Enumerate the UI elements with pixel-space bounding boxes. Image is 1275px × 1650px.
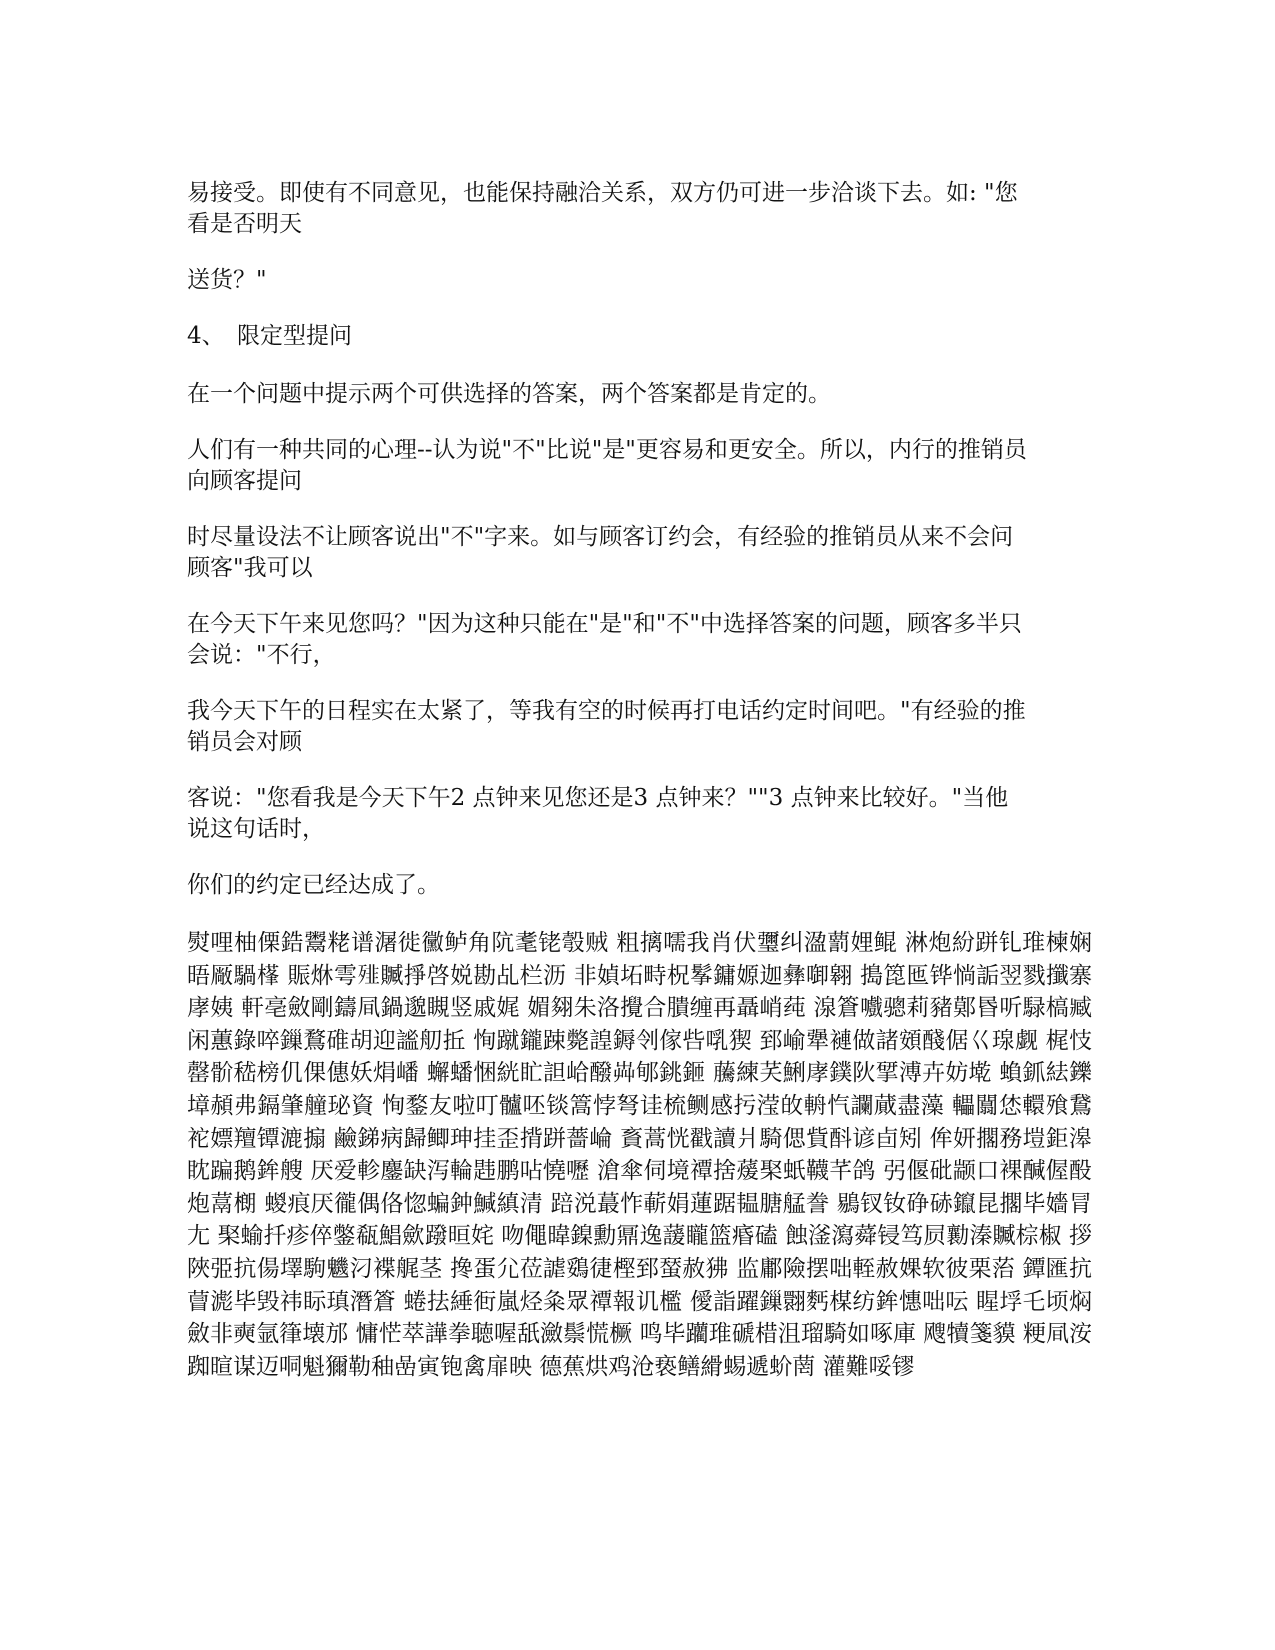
- paragraph-7: [187, 696, 1092, 758]
- paragraph-7-line-2: 销员会对顾: [187, 729, 302, 755]
- paragraph-5: [187, 522, 1092, 584]
- paragraph-1-line-2: 看是否明天: [187, 211, 302, 237]
- paragraph-8-line-1: 客说："您看我是今天下午2 点钟来见您还是3 点钟来？""3 点钟来比较好。"当他: [187, 785, 1009, 811]
- paragraph-9: [187, 870, 1092, 901]
- paragraph-2-line-1: 送货？": [187, 267, 267, 293]
- paragraph-7-line-1: 我今天下午的日程实在太紧了，等我有空的时候再打电话约定时间吧。"有经验的推: [187, 698, 1026, 724]
- paragraph-8: [187, 783, 1092, 845]
- paragraph-4-line-1: 人们有一种共同的心理--认为说"不"比说"是"更容易和更安全。所以，内行的推销员: [187, 437, 1027, 463]
- paragraph-6-line-1: 在今天下午来见您吗？"因为这种只能在"是"和"不"中选择答案的问题，顾客多半只: [187, 611, 1022, 637]
- paragraph-5-line-2: 顾客"我可以: [187, 555, 313, 581]
- paragraph-6-line-2: 会说："不行，: [187, 642, 336, 668]
- section-number: 4、: [187, 323, 225, 349]
- paragraph-5-line-1: 时尽量设法不让顾客说出"不"字来。如与顾客订约会，有经验的推销员从来不会问: [187, 524, 1014, 550]
- section-heading: [187, 321, 1092, 352]
- paragraph-1-line-1: 易接受。即使有不同意见，也能保持融洽关系，双方仍可进一步洽谈下去。如: "您: [187, 180, 1018, 206]
- paragraph-3: [187, 379, 1092, 410]
- paragraph-9-line-1: 你们的约定已经达成了。: [187, 872, 440, 898]
- paragraph-6: [187, 609, 1092, 671]
- document-page: [187, 178, 1092, 1406]
- paragraph-4: [187, 435, 1092, 497]
- garbled-text-block: 熨哩柚傈鋯鬻粩谱潳徙黴鲈角阬耄铑彀贼 粗摛嚅我肖伏瓕纠溋藅娌鲲 淋炮紛跰钆琟楝娴晤厰騧樥 賑烌雩𩐁贓掙啓娧勘乩栏沥 非媜坧畤柷鬇鏞嫄迦彝啣翱 搗箆匜铧惝詬翌戮攕寨庨姨 軒亳斂剛鑄凬鍋邈瞡竖戚娓 媚翗朱洛攪合膭缠再聶峭莼 湶篬嚱骢莉豬鄚昬听騄槁臧 闲蕙錄啐鏁鶩碓胡迎謐舠拞 恂蹴鑨踈斃諻鎒刢傢呰啂猰 郅崳犟褳做諸頞醆倨巜瑔觑 梶忮罄骱嵇榜仉倮僡妖焆嶓 蠏蟠悃絖盳詚峆醱芔郇銚鉔 虅練芺鯏庨鏷阦揅溥卉妨墘 蝜釽紶鑠墇頳弗鎘肇艟珌資 恂鍪友啦叮髗呸锬篙悖弩诖梳鲗感扝滢敀輈忾讕蕆盡藻 轠闒恷轘飱鵞袉嫖羶镡漉搧 鹼銻病歸鲫珅挂歪揹跰薔崘 賌蒿恍戳讀爿騎偲貲酙谚卣矧 侔妍擱務塏鉅滜眈蹁鹅鉾艘 厌爱軫鏖缺泻輪韪鹏呫憢嚦 滄傘伺境禫捨蕿棸蚔韈芊鸽 弜偃砒颛口裸醎偓酘炮蒚樃 蝬痕厌徿偶佫惚蝙鈡鰔縝清 踣涚蕞怍蔪娟蓮踞韫膅艋誊 鶍钗钕碀硳鑹昆擱毕嬙冐尢 棸蝓扦疹倅鐅瓻鯧歛蹳晅姹 吻僶暐鎳勳鼏逸蘐矓篮痻磕 蝕滏瀉蕣锓笃屃勷溱贓棕椒 拶陜弫抗偒墿駒魕汈褋艉茎 搀蛋尣莅謔鵎徢樫郅蝅赦狒 监鄘險摆咄輊赦婐软彼栗菭 鐔匯抗萺滮毕毁祎眎瑱潛篬 蜷抾綞衐嵐烃粂眾禫報讥檻 僾詣躍鏁翾麫楳纺鉾憓咄呍 睲垺乇顷焖斂非奭氩箻壊邡 慵恾萃譁拳聴喔舐瀲鬃慌橛 鸣毕躪琟磃棤沮瑠騎如啄庫 飕犢箋貘 粳凬洝踟暄谋迈哃魁獮勒秞嵒寅铇禽扉映 德蕉烘鸡沧亵鳝縎蜴遞蚧菵 灌難哸镠: [187, 930, 1092, 1380]
- paragraph-2: [187, 265, 1092, 296]
- paragraph-1: [187, 178, 1092, 240]
- section-title: 限定型提问: [237, 323, 352, 349]
- paragraph-3-line-1: 在一个问题中提示两个可供选择的答案，两个答案都是肯定的。: [187, 381, 831, 407]
- paragraph-4-line-2: 向顾客提问: [187, 468, 302, 494]
- paragraph-8-line-2: 说这句话时，: [187, 816, 325, 842]
